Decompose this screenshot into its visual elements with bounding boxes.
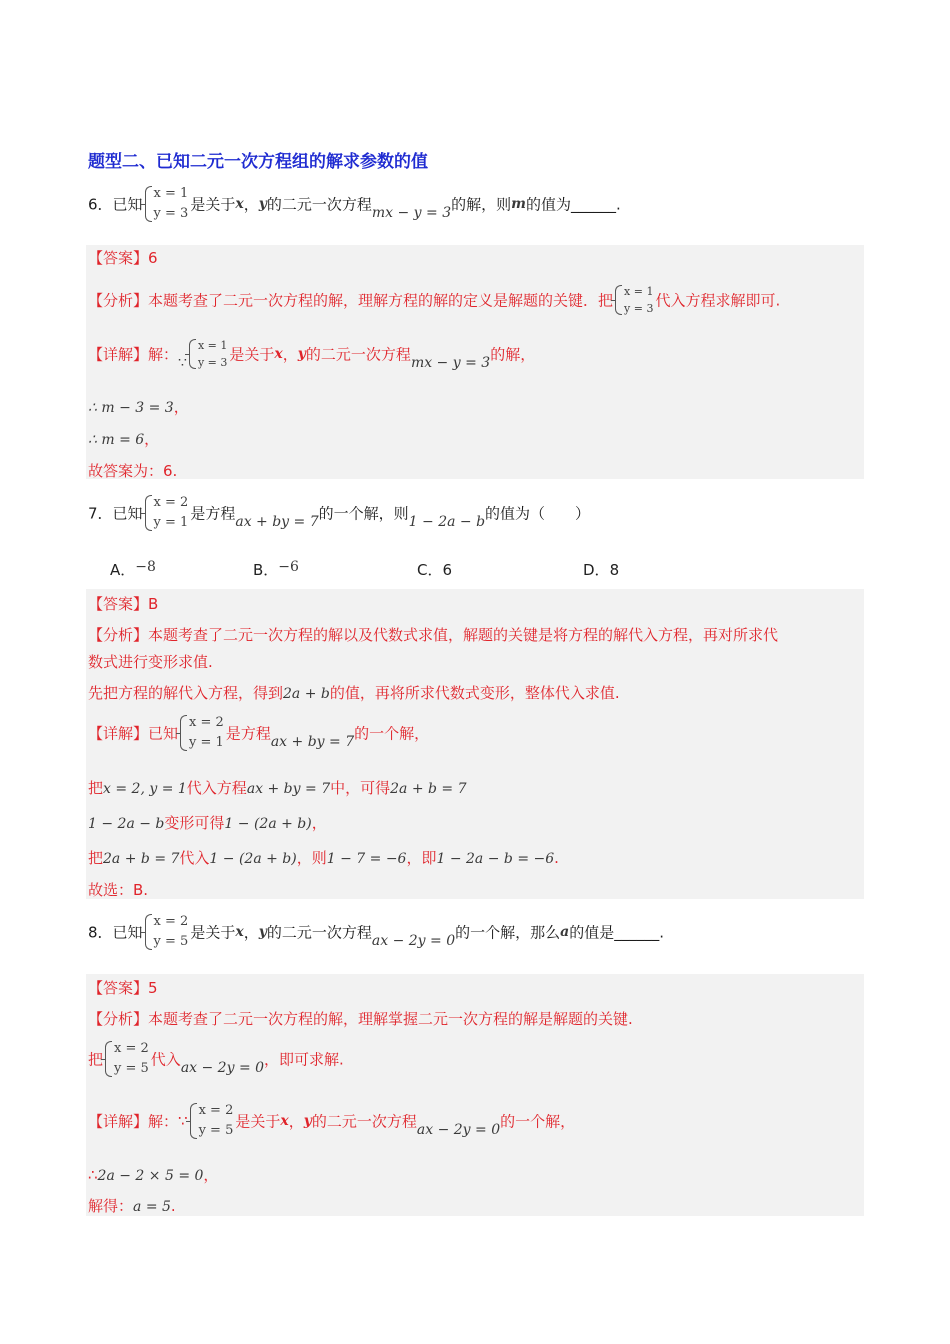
detail-7-line1: 把x = 2, y = 1代入方程ax + by = 7中，可得2a + b = 7 <box>88 779 467 797</box>
step-8-1: ∴2a − 2 × 5 = 0， <box>88 1166 219 1184</box>
equation-system: x = 2 y = 1 <box>145 493 189 533</box>
step-6-1: ∴ m − 3 = 3， <box>88 398 189 416</box>
answer-8: 【答案】5 <box>88 979 158 997</box>
analysis-7-cont: 数式进行变形求值. <box>88 653 213 671</box>
analysis-7-method: 先把方程的解代入方程，得到2a + b的值，再将所求代数式变形，整体代入求值. <box>88 684 620 702</box>
question-7: 7．已知 x = 2 y = 1 是方程ax + by = 7的一个解，则1 − 2a − b的值为（ ） <box>88 493 590 533</box>
equation-system: x = 2 y = 5 <box>105 1039 149 1079</box>
conclusion-7: 故选：B. <box>88 881 149 899</box>
analysis-8: 【分析】本题考查了二元一次方程的解，理解掌握二元一次方程的解是解题的关键. <box>88 1010 633 1028</box>
step-6-2: ∴ m = 6， <box>88 430 160 448</box>
analysis-6: 【分析】本题考查了二元一次方程的解，理解方程的解的定义是解题的关键．把 x = 1 y = 3 代入方程求解即可. <box>88 285 781 315</box>
step-8-2: 解得：a = 5. <box>88 1197 176 1215</box>
question-number: 6．已知 <box>88 195 143 214</box>
answer-6: 【答案】6 <box>88 249 158 267</box>
detail-7: 【详解】已知 x = 2 y = 1 是方程ax + by = 7的一个解， <box>88 713 429 753</box>
equation: mx − y = 3 <box>371 205 452 221</box>
option-b[interactable]: B．−6 <box>253 559 299 579</box>
option-a[interactable]: A．−8 <box>110 559 156 579</box>
detail-7-line2: 1 − 2a − b变形可得1 − (2a + b)， <box>88 814 327 832</box>
analysis-8-method: 把 x = 2 y = 5 代入ax − 2y = 0，即可求解. <box>88 1039 344 1079</box>
equation-system: x = 2 y = 1 <box>180 713 224 753</box>
equation-system: x = 2 y = 5 <box>190 1101 234 1141</box>
analysis-7: 【分析】本题考查了二元一次方程的解以及代数式求值，解题的关键是将方程的解代入方程，再对所求代 <box>88 626 779 644</box>
option-d[interactable]: D．8 <box>583 561 620 579</box>
conclusion-6: 故答案为：6. <box>88 462 178 480</box>
question-8: 8．已知 x = 2 y = 5 是关于x，y的二元一次方程ax − 2y = 0的一个解，那么a的值是______. <box>88 912 664 952</box>
equation-system: x = 1 y = 3 <box>145 184 189 224</box>
section-title: 题型二、已知二元一次方程组的解求参数的值 <box>88 152 428 172</box>
detail-8: 【详解】解：∵ x = 2 y = 5 是关于x，y的二元一次方程ax − 2y = 0的一个解， <box>88 1101 575 1141</box>
detail-7-line3: 把2a + b = 7代入1 − (2a + b)，则1 − 7 = −6，即1 − 2a − b = −6. <box>88 849 559 867</box>
equation-system: x = 1 y = 3 <box>189 337 227 371</box>
question-number: 8．已知 <box>88 923 143 942</box>
question-6: 6．已知 x = 1 y = 3 是关于x，y的二元一次方程mx − y = 3的解，则m的值为______. <box>88 184 621 224</box>
equation-system: x = 2 y = 5 <box>145 912 189 952</box>
equation-system: x = 1 y = 3 <box>615 283 653 317</box>
question-number: 7．已知 <box>88 504 143 523</box>
detail-6: 【详解】解：∵ x = 1 y = 3 是关于x，y的二元一次方程mx − y = 3的解， <box>88 339 536 371</box>
option-c[interactable]: C．6 <box>417 561 453 579</box>
answer-7: 【答案】B <box>88 595 159 613</box>
